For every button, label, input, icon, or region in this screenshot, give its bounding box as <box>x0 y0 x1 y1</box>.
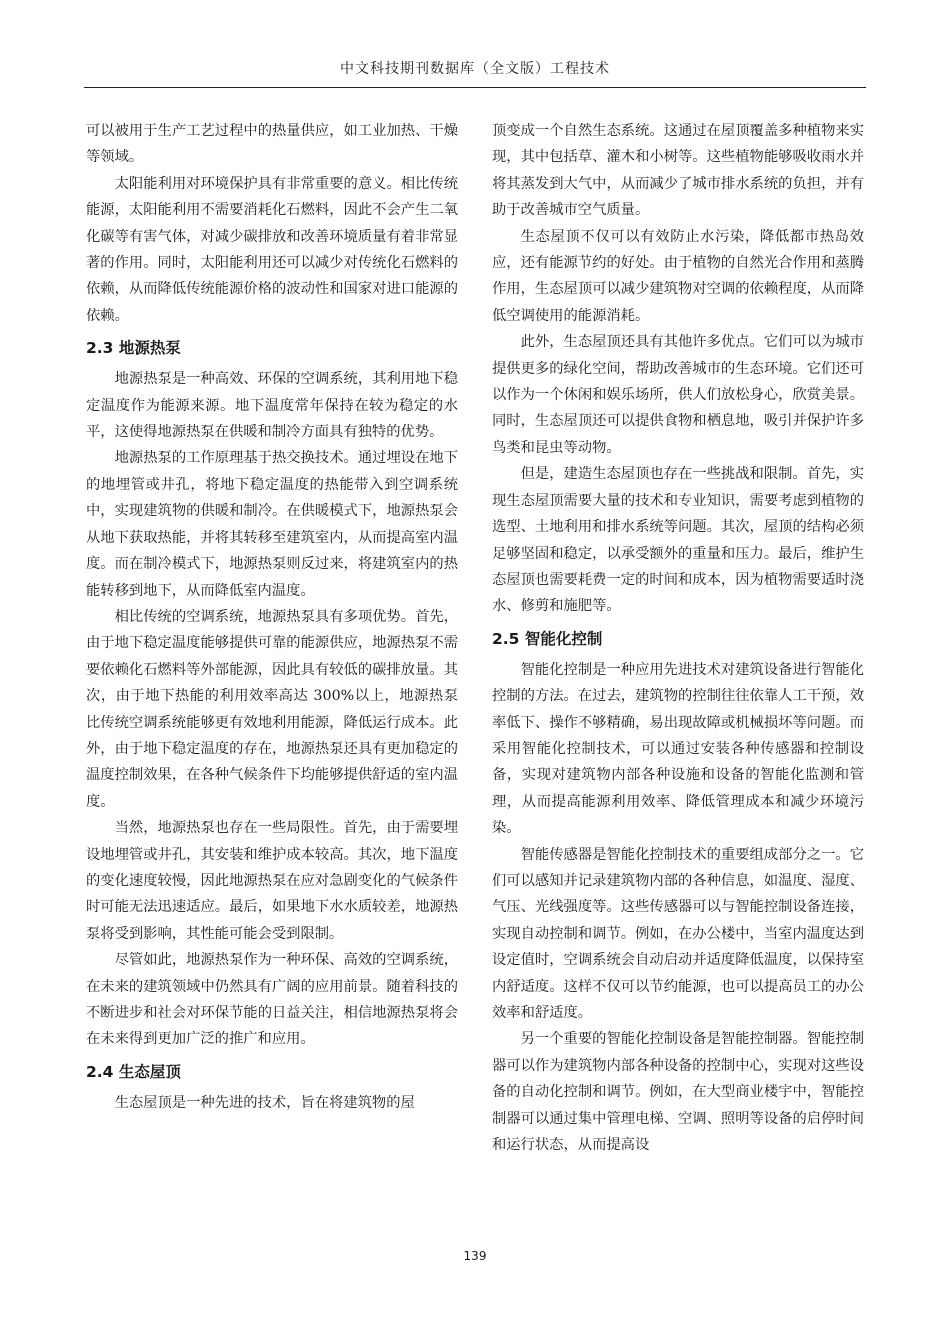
journal-header: 中文科技期刊数据库（全文版）工程技术 <box>340 61 610 77</box>
right-column <box>492 118 864 1158</box>
left-column <box>86 118 458 1116</box>
paragraph: 此外，生态屋顶还具有其他许多优点。它们可以为城市提供更多的绿化空间，帮助改善城市的生态环境。它们还可以作为一个休闲和娱乐场所，供人们放松身心，欣赏美景。同时，生态屋顶还可以提供食物和栖息地，吸引并保护许多鸟类和昆虫等动物。 <box>492 334 864 456</box>
paragraph: 顶变成一个自然生态系统。这通过在屋顶覆盖多种植物来实现，其中包括草、灌木和小树等。这些植物能够吸收雨水并将其蒸发到大气中，从而减少了城市排水系统的负担，并有助于改善城市空气质量。 <box>492 123 864 219</box>
paragraph: 智能传感器是智能化控制技术的重要组成部分之一。它们可以感知并记录建筑物内部的各种信息，如温度、湿度、气压、光线强度等。这些传感器可以与智能控制设备连接，实现自动控制和调节。例如，在办公楼中，当室内温度达到设定值时，空调系统会自动启动并适度降低温度，以保持室内舒适度。这样不仅可以节约能源，也可以提高员工的办公效率和舒适度。 <box>492 846 864 1021</box>
paragraph: 生态屋顶不仅可以有效防止水污染，降低都市热岛效应，还有能源节约的好处。由于植物的自然光合作用和蒸腾作用，生态屋顶可以减少建筑物对空调的依赖程度，从而降低空调使用的能源消耗。 <box>492 228 864 324</box>
page-number: 139 <box>463 1249 487 1263</box>
paragraph: 智能化控制是一种应用先进技术对建筑设备进行智能化控制的方法。在过去，建筑物的控制往往依靠人工干预，效率低下、操作不够精确，易出现故障或机械损坏等问题。而采用智能化控制技术，可以通过安装各种传感器和控制设备，实现对建筑物内部各种设施和设备的智能化监测和管理，从而提高能源利用效率、降低管理成本和减少环境污染。 <box>492 661 864 837</box>
paragraph: 相比传统的空调系统，地源热泵具有多项优势。首先，由于地下稳定温度能够提供可靠的能源供应，地源热泵不需要依赖化石燃料等外部能源，因此具有较低的碳排放量。其次，由于地下热能的利用效率高达 300%以上，地源热泵比传统空调系统能够更有效地利用能源，降低运行成本。此外，由于地下稳定温度的存在，地源热泵还具有更加稳定的温度控制效果，在各种气候条件下均能够提供舒适的室内温度。 <box>86 608 458 810</box>
paragraph: 另一个重要的智能化控制设备是智能控制器。智能控制器可以作为建筑物内部各种设备的控制中心，实现对这些设备的自动化控制和调节。例如，在大型商业楼宇中，智能控制器可以通过集中管理电梯、空调、照明等设备的启停时间和运行状态，从而提高设 <box>492 1031 864 1154</box>
header-rule <box>84 87 866 88</box>
paragraph: 生态屋顶是一种先进的技术，旨在将建筑物的屋 <box>114 1094 415 1111</box>
paragraph: 太阳能利用对环境保护具有非常重要的意义。相比传统能源，太阳能利用不需要消耗化石燃料，因此不会产生二氧化碳等有害气体，对减少碳排放和改善环境质量有着非常显著的作用。同时，太阳能利用还可以减少对传统化石燃料的依赖，从而降低传统能源价格的波动性和国家对进口能源的依赖。 <box>86 175 458 324</box>
paragraph: 但是，建造生态屋顶也存在一些挑战和限制。首先，实现生态屋顶需要大量的技术和专业知识，需要考虑到植物的选型、土地利用和排水系统等问题。其次，屋顶的结构必须足够坚固和稳定，以承受额外的重量和压力。最后，维护生态屋顶也需要耗费一定的时间和成本，因为植物需要适时浇水、修剪和施肥等。 <box>492 466 864 615</box>
paragraph: 地源热泵的工作原理基于热交换技术。通过埋设在地下的地埋管或井孔，将地下稳定温度的热能带入到空调系统中，实现建筑物的供暖和制冷。在供暖模式下，地源热泵会从地下获取热能，并将其转移至建筑室内，从而提高室内温度。而在制冷模式下，地源热泵则反过来，将建筑室内的热能转移到地下，从而降低室内温度。 <box>86 450 458 599</box>
paragraph: 尽管如此，地源热泵作为一种环保、高效的空调系统，在未来的建筑领域中仍然具有广阔的应用前景。随着科技的不断进步和社会对环保节能的日益关注，相信地源热泵将会在未来得到更加广泛的推广和应用。 <box>86 952 458 1048</box>
paragraph: 当然，地源热泵也存在一些局限性。首先，由于需要埋设地埋管或井孔，其安装和维护成本较高。其次，地下温度的变化速度较慢，因此地源热泵在应对急剧变化的气候条件时可能无法迅速适应。最后，如果地下水水质较差，地源热泵将受到影响，其性能可能会受到限制。 <box>86 820 458 942</box>
section-heading-2-3: 2.3 地源热泵 <box>86 339 181 358</box>
section-heading-2-5: 2.5 智能化控制 <box>492 629 603 648</box>
paragraph: 可以被用于生产工艺过程中的热量供应，如工业加热、干燥等领域。 <box>86 123 458 166</box>
section-heading-2-4: 2.4 生态屋顶 <box>86 1062 181 1081</box>
paragraph: 地源热泵是一种高效、环保的空调系统，其利用地下稳定温度作为能源来源。地下温度常年保持在较为稳定的水平，这使得地源热泵在供暖和制冷方面具有独特的优势。 <box>86 371 458 441</box>
